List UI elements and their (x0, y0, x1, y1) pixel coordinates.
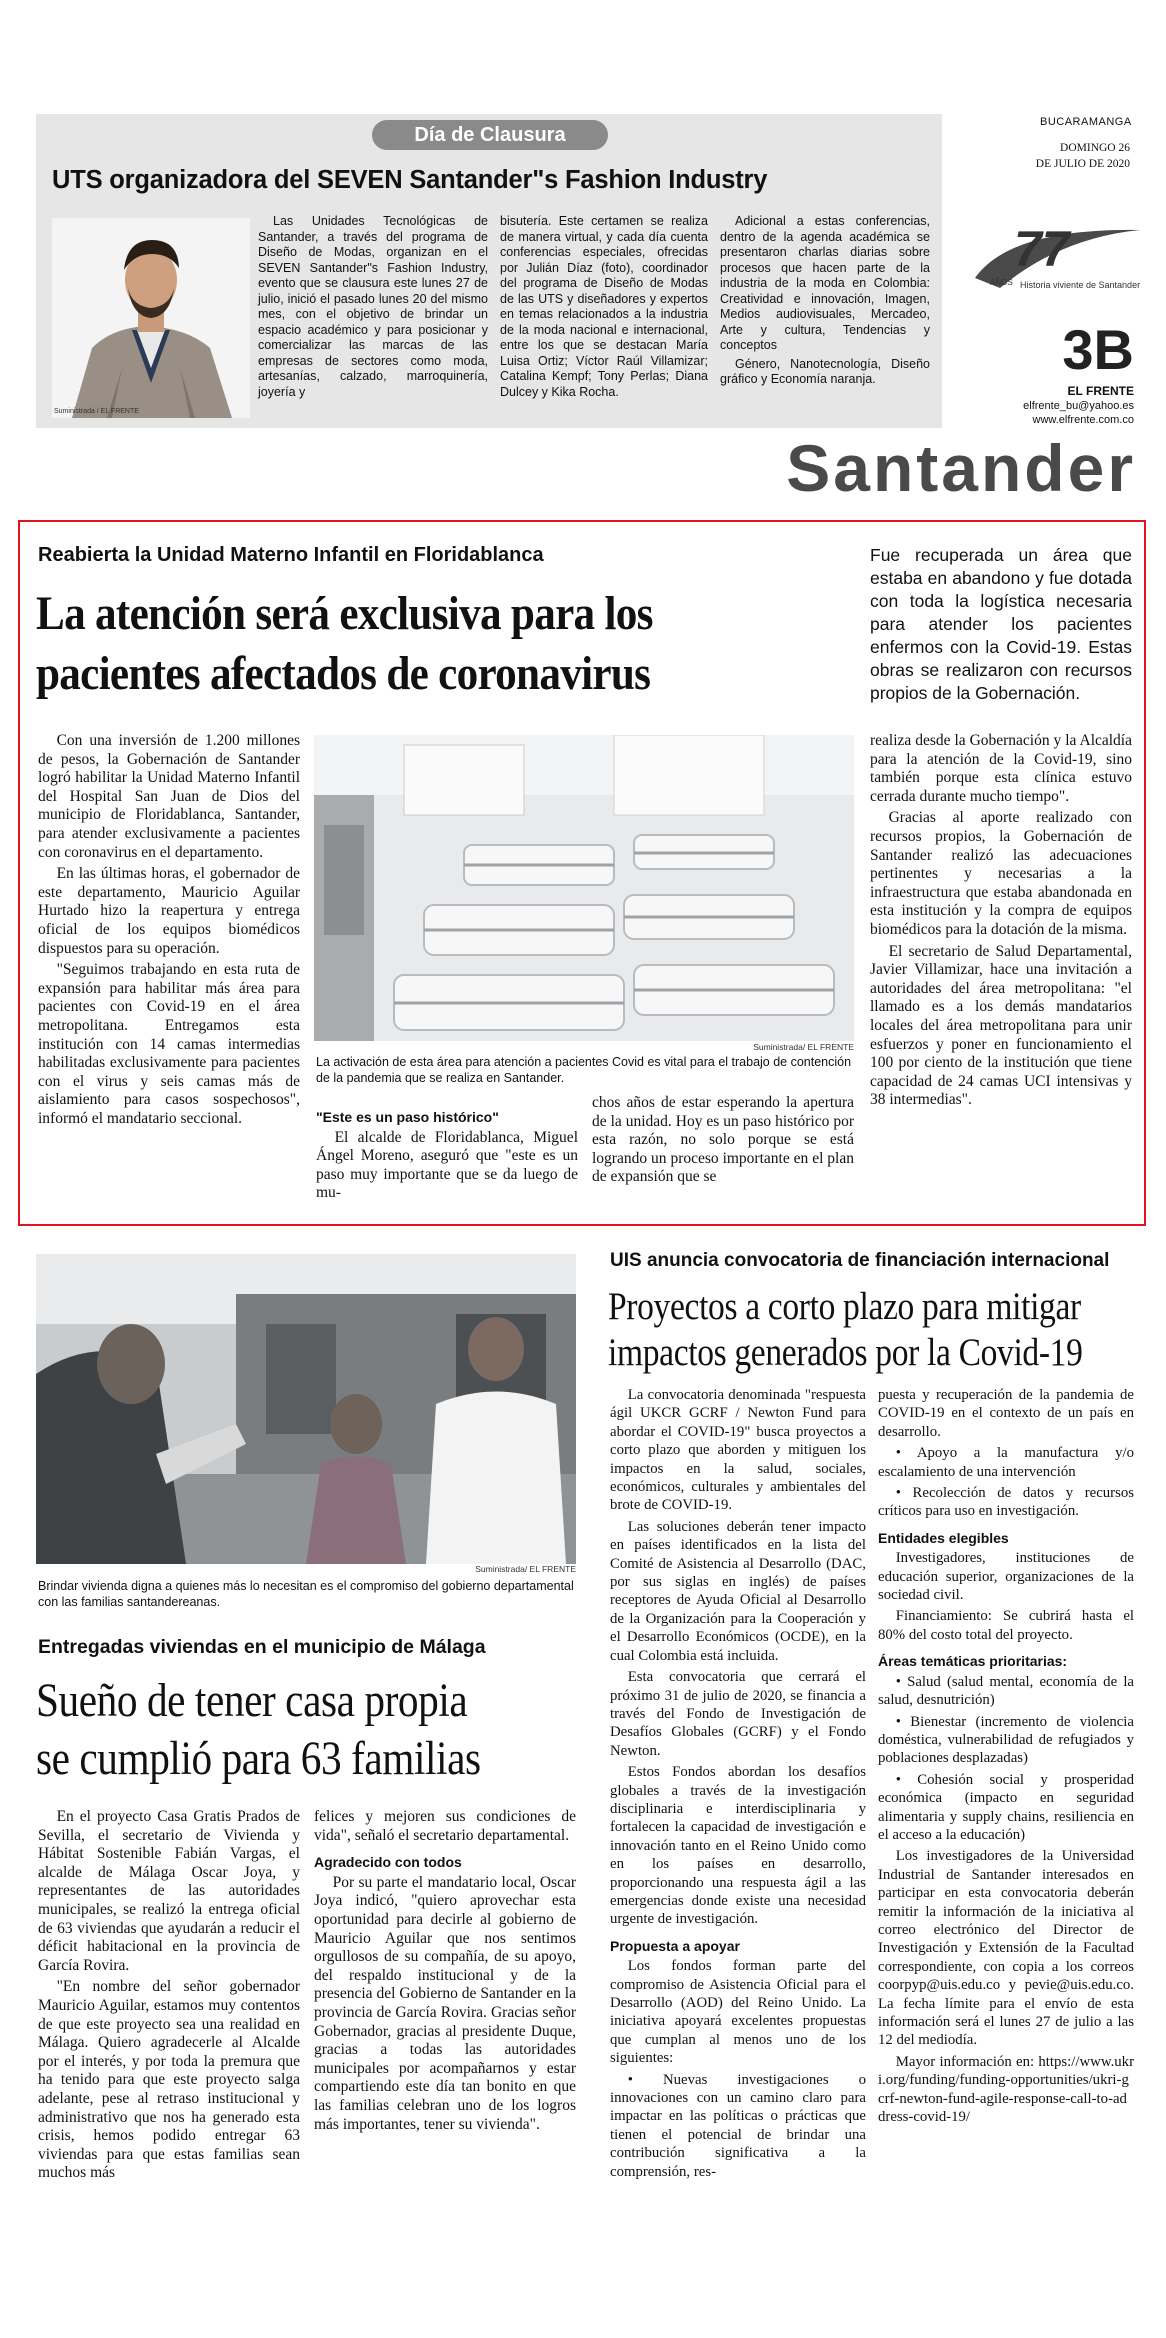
uis-col-2-p5: Financiamiento: Se cubrirá hasta el 80% del costo total del proyecto. (878, 1608, 1134, 1643)
feature-headline: UTS organizadora del SEVEN Santander"s Fashion Industry (52, 166, 768, 194)
lead-col-4-p2: Gracias al aporte realizado con recursos propios, la Gobernación de Santander realizó las adecuaciones pertinentes y necesarias a la infraestructura que estaba abandonada en esta institución y la compra de equipos biomédicos para la dotación de la misma. (870, 809, 1132, 938)
anniversary-logo (970, 218, 1150, 308)
lead-col-3-p1: chos años de estar esperando la apertura de la unidad. Hoy es un paso histórico por esta razón, no solo porque se está logrando un proceso importante en el plan de expansión que se (592, 1094, 854, 1186)
uis-col-2-p4: Investigadores, instituciones de educación superior, organizaciones de la sociedad civil. (878, 1550, 1134, 1604)
anniversary-number: 77 (1014, 221, 1070, 277)
lead-kicker: Reabierta la Unidad Materno Infantil en Floridablanca (38, 544, 544, 566)
date-line-1: DOMINGO 26 (1060, 142, 1130, 154)
malaga-col-2 (314, 1808, 576, 2137)
feature-col-2 (500, 214, 708, 403)
lead-headline (36, 584, 783, 704)
malaga-subhead: Agradecido con todos (314, 1854, 462, 1871)
lead-col-1 (38, 732, 300, 1131)
malaga-col-1-p2: "En nombre del señor gobernador Mauricio Aguilar, estamos muy contentos de que este proyecto sea una realidad en Málaga. Quiero agradecerle al Alcalde por el interés, y por toda la premura que ha tenido para que este proyecto salga adelante, pese al retraso institucional y administrativo que nos ha generado esta crisis, hemos podido entregar 63 viviendas para que estas familias sean muchos más (38, 1978, 300, 2182)
lead-summary: Fue recuperada un área que estaba en abandono y fue dotada con toda la logística necesaria para atender los pacientes enfermos con la Covid-19. Estas obras se realizaron con recursos propios de la Gobernación. (870, 545, 1132, 703)
anniversary-tagline: Historia viviente de Santander (1020, 280, 1141, 290)
uis-col-1-p4: Estos Fondos abordan los desafíos globales a través de la investigación disciplinaria e interdisciplinaria y fortalecen la capacidad de investigación e innovación tanto en el Reino Unido como en los países en desarrollo, proporcionando una respuesta ágil a las emergencias donde existe una necesidad urgente de investigación. (610, 1764, 866, 1928)
feature-photo-credit: Suministrada / EL FRENTE (54, 408, 139, 415)
paper-name: EL FRENTE (1067, 384, 1134, 398)
malaga-headline (36, 1672, 552, 1788)
lead-col-4-p1: realiza desde la Gobernación y la Alcaldía para la atención de la Covid-19, sino también porque esta clínica estuvo cerrada durante mucho tiempo". (870, 732, 1132, 805)
uis-col-1 (610, 1386, 866, 2184)
uis-col-1-p5: Los fondos forman parte del compromiso de Asistencia Oficial para el Desarrollo (AOD) del Reino Unido. La iniciativa apoyará excelentes propuestas que cumplan al menos uno de los siguientes: (610, 1958, 866, 2067)
lead-headline-line-1: La atención será exclusiva para los (36, 587, 653, 640)
feature-photo (52, 218, 250, 418)
lead-subhead: "Este es un paso histórico" (316, 1109, 499, 1125)
lead-photo-caption: La activación de esta área para atención a pacientes Covid es vital para el trabajo de contención de la pandemia que se realiza en Santander. (316, 1055, 852, 1085)
feature-col-1 (258, 214, 488, 403)
uis-headline-line-1: Proyectos a corto plazo para mitigar (608, 1285, 1081, 1328)
feature-col-1-text: Las Unidades Tecnológicas de Santander, a través del programa de Diseño de Modas, organizan en el SEVEN Santander"s Fashion Industry, evento que se clausura este lunes 27 de julio, inició el pasado lunes 20 del mismo mes, con el objetivo de brindar un espacio académico y para posicionar y comercializar las marcas de las empresas de sectores como moda, artesanías, calzado, marroquinería, joyería y (258, 214, 488, 399)
uis-col-1-p6: • Nuevas investigaciones o innovaciones con un camino claro para impactar en las políticas o prácticas que tienen el potencial de brindar una contribución significativa a la comprensión, res- (610, 2071, 866, 2180)
designer-portrait-illustration (52, 218, 250, 418)
paper-email: elfrente_bu@yahoo.es (1023, 400, 1134, 412)
anniversary-years: AÑOS (990, 278, 1013, 287)
lead-col-1-p2: En las últimas horas, el gobernador de este departamento, Mauricio Aguilar Hurtado hizo la reapertura y entrega oficial de los equipos biomédicos dispuestos para su operación. (38, 865, 300, 957)
page-number: 3B (1062, 318, 1134, 381)
date-line-2: DE JULIO DE 2020 (1035, 158, 1130, 170)
uis-col-2-p2: • Apoyo a la manufactura y/o escalamiento de una intervención (878, 1445, 1134, 1480)
uis-kicker: UIS anuncia convocatoria de financiación internacional (610, 1250, 1110, 1271)
uis-col-2-p10: Mayor información en: https://www.ukri.org/funding/funding-opportunities/ukri-gcrf-newton-fund-agile-response-call-to-address-covid-19/ (878, 2053, 1134, 2126)
uis-col-2-p3: • Recolección de datos y recursos críticos para uso en investigación. (878, 1485, 1134, 1520)
uis-col-2-p1: puesta y recuperación de la pandemia de COVID-19 en el contexto de un país en desarrollo. (878, 1387, 1134, 1440)
lead-col-1-p3: "Seguimos trabajando en esta ruta de expansión para habilitar más área para pacientes con Covid-19 en el área metropolitana. Entregamos esta institución con 14 camas intermedias habilitadas exclusivamente para pacientes con el virus y seis camas más de aislamiento para casos sospechosos", informó el mandatario seccional. (38, 961, 300, 1127)
feature-col-3-text: Adicional a estas conferencias, dentro de la agenda académica se presentaron charlas diarias sobre procesos que hacen parte de la industria de la moda en Colombia: Creatividad e innovación, Imagen, Medios audiovisuales, Mercadeo, Arte y cultura, Tendencias y conceptos (720, 214, 930, 352)
uis-col-1-p3: Esta convocatoria que cerrará el próximo 31 de julio de 2020, se financia a través del Fondo de Investigación de Desafíos Globales (GCRF) y el Fondo Newton. (610, 1669, 866, 1759)
malaga-col-1 (38, 1808, 300, 2186)
lead-col-4 (870, 732, 1132, 1113)
malaga-col-2-p1: felices y mejoren sus condiciones de vida", señaló el secretario departamental. (314, 1808, 576, 1844)
feature-col-3b-text: Género, Nanotecnología, Diseño gráfico y Economía naranja. (720, 356, 930, 386)
malaga-photo (36, 1254, 576, 1564)
uis-col-1-p1: La convocatoria denominada "respuesta ágil UKCR GCRF / Newton Fund para abordar el COVID-19" busca proyectos a corto plazo que aborden y mitiguen los impactos en la salud, sociales, económicos, culturales y ambientales del brote de COVID-19. (610, 1387, 866, 1514)
uis-headline-line-2: impactos generados por la Covid-19 (608, 1331, 1083, 1374)
lead-col-3 (592, 1094, 854, 1190)
lead-col-4-p3: El secretario de Salud Departamental, Javier Villamizar, hace una invitación a autoridades del área metropolitana: "el llamado es a los demás mandatarios locales del área metropolitana para unir esfuerzos y poner en funcionamiento el 100 por ciento de la institución que tiene capacidad de 24 camas UCI intensivas y 38 intermedias". (870, 942, 1132, 1109)
hospital-beds-illustration (314, 735, 854, 1041)
uis-subhead-areas: Áreas temáticas prioritarias: (878, 1653, 1068, 1670)
malaga-photo-caption: Brindar vivienda digna a quienes más lo necesitan es el compromiso del gobierno departamental con las familias santandereanas. (38, 1579, 574, 1609)
lead-photo (314, 735, 854, 1041)
malaga-col-2-p2: Por su parte el mandatario local, Oscar Joya indicó, "quiero aprovechar esta oportunidad para decirle al gobierno de Mauricio Aguilar que nos sentimos orgullosos de su compañía, de su apoyo, del respaldo institucional y de la presencia del Gobierno de Santander en la provincia de García Rovira. Gracias señor Gobernador, gracias al presidente Duque, gracias a todas las autoridades municipales por acompañarnos y estar compartiendo este día tan bonito en que las familias celebran uno de los logros más importantes, tener su vivienda". (314, 1873, 576, 2133)
uis-headline (608, 1284, 1124, 1376)
feature-banner: Día de Clausura (372, 120, 608, 150)
uis-subhead-proposal: Propuesta a apoyar (610, 1937, 740, 1954)
uis-col-2-p6: • Salud (salud mental, economía de la salud, desnutrición) (878, 1673, 1134, 1709)
malaga-col-1-p1: En el proyecto Casa Gratis Prados de Sevilla, el secretario de Vivienda y Hábitat Sostenible Fabián Vargas, el alcalde de Málaga Oscar Joya, y representantes de las autoridades municipales, se realizó la entrega oficial de 63 viviendas que ayudarán a reducir el déficit habitacional en la provincia de García Rovira. (38, 1808, 300, 1974)
section-title: Santander (786, 431, 1136, 505)
uis-col-2-p8: • Cohesión social y prosperidad económica (impacto en seguridad alimentaria y supply chains, resiliencia en el acceso a la educación) (878, 1771, 1134, 1843)
feature-col-2-text: bisutería. Este certamen se realiza de manera virtual, y cada día cuenta conferencias especiales, ofrecidas por Julián Díaz (foto), coordinador del programa de Diseño de Modas de las UTS y diseñadores y expertos en temas relacionados a la industria de la moda nacional e internacional, entre los que se destacan María Luisa Ortiz; Víctor Raúl Villamizar; Catalina Kempf; Tony Perlas; Diana Dulcey y Kika Rocha. (500, 214, 708, 399)
city-label: BUCARAMANGA (1040, 116, 1132, 128)
lead-photo-credit: Suministrada/ EL FRENTE (753, 1042, 854, 1052)
lead-col-2 (316, 1108, 578, 1206)
paper-website: www.elfrente.com.co (1032, 414, 1134, 426)
uis-subhead-eligible: Entidades elegibles (878, 1529, 1009, 1546)
malaga-headline-line-2: se cumplió para 63 familias (36, 1732, 481, 1785)
malaga-kicker: Entregadas viviendas en el municipio de Málaga (38, 1636, 486, 1658)
lead-col-2-p1: El alcalde de Floridablanca, Miguel Ángel Moreno, aseguró que "este es un paso muy importante que se da luego de mu- (316, 1128, 578, 1202)
uis-col-2-p7: • Bienestar (incremento de violencia doméstica, vulnerabilidad de refugiados y poblaciones desplazadas) (878, 1713, 1134, 1767)
uis-col-2-p9: Los investigadores de la Universidad Industrial de Santander interesados en participar en esta convocatoria deberán remitir la información de la iniciativa al correo electrónico del Director de Investigación y Extensión de la Facultad correspondiente, con copia a los correos coorpyp@uis.edu.co y pevie@uis.edu.co. La fecha límite para el envío de esta información será el lunes 27 de julio a las 12 del mediodía. (878, 1848, 1134, 2049)
malaga-photo-credit: Suministrada/ EL FRENTE (475, 1564, 576, 1574)
lead-headline-line-2: pacientes afectados de coronavirus (36, 647, 651, 700)
uis-col-1-p2: Las soluciones deberán tener impacto en países identificados en la lista del Comité de Asistencia al Desarrollo (DAC, por sus siglas en inglés) de países receptores de Ayuda Oficial al Desarrollo de la Organización para la Cooperación y el Desarrollo Económicos (OCDE), en la cual Colombia está incluida. (610, 1518, 866, 1664)
uis-col-2 (878, 1386, 1134, 2129)
lead-col-1-p1: Con una inversión de 1.200 millones de pesos, la Gobernación de Santander logró habilitar la Unidad Materno Infantil del Hospital San Juan de Dios del municipio de Floridablanca, Santander, para atender exclusivamente a pacientes con coronavirus en el departamento. (38, 732, 300, 861)
housing-delivery-illustration (36, 1254, 576, 1564)
feature-col-3 (720, 214, 930, 391)
malaga-headline-line-1: Sueño de tener casa propia (36, 1674, 468, 1727)
